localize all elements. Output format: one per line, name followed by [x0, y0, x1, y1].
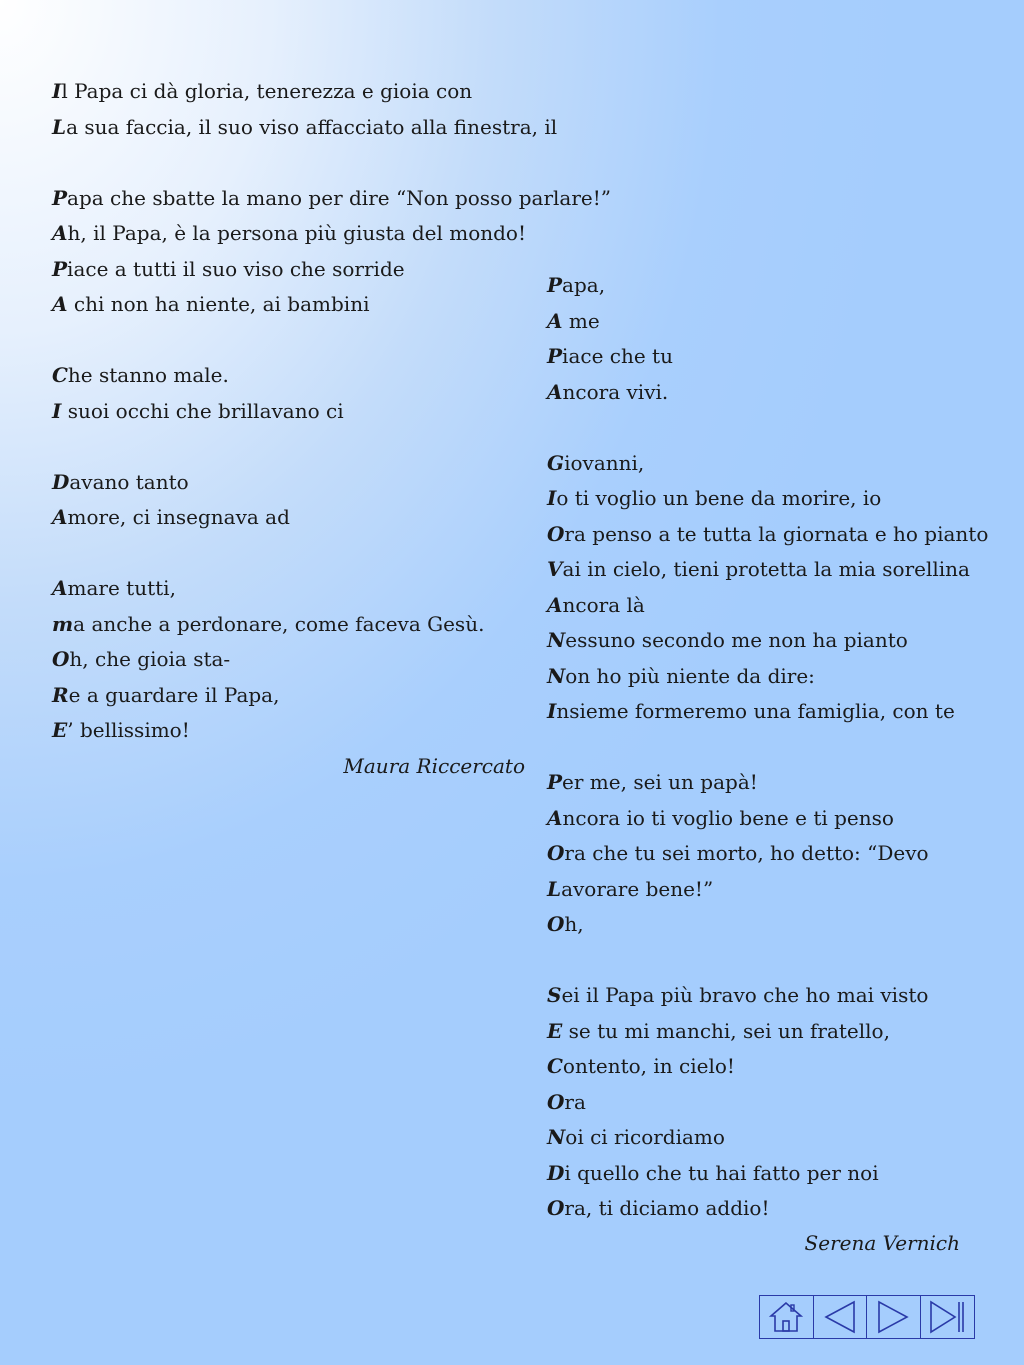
line-text: he stanno male. [67, 363, 229, 387]
line-text: h, [564, 912, 584, 936]
poem-line [547, 588, 977, 624]
stanza-gap [547, 410, 977, 446]
initial-letter: A [547, 805, 563, 830]
line-text: oi ci ricordiamo [565, 1125, 725, 1149]
poem-line [547, 659, 977, 695]
line-text: er me, sei un papà! [562, 770, 758, 794]
poem-line [547, 304, 977, 340]
initial-letter: A [52, 221, 68, 245]
initial-letter: G [547, 450, 565, 475]
line-text: ra che tu sei morto, ho detto: “Devo [564, 841, 929, 865]
poem-line [52, 181, 611, 217]
poem-line [547, 375, 977, 411]
line-text: suoi occhi che brillavano ci [61, 398, 344, 423]
initial-letter: L [547, 876, 562, 901]
line-text: iace a tutti il suo viso che sorride [67, 256, 405, 281]
initial-letter: A [547, 308, 563, 333]
line-text: iace che tu [562, 344, 673, 368]
stanza-gap [52, 429, 532, 465]
poem-line [52, 713, 532, 749]
initial-letter: A [52, 505, 68, 529]
initial-letter: D [52, 469, 70, 494]
navigation-bar [759, 1295, 975, 1339]
line-text: nsieme formeremo una famiglia, con te [556, 699, 955, 723]
poem-line [52, 252, 532, 288]
initial-letter: O [547, 841, 565, 865]
initial-letter: N [547, 628, 566, 652]
poem-line [52, 607, 532, 643]
line-text: ncora là [562, 592, 645, 617]
initial-letter: P [547, 344, 563, 368]
previous-button[interactable] [814, 1296, 868, 1338]
author-left: Maura Riccercato [343, 754, 525, 778]
initial-letter: D [547, 1160, 565, 1185]
initial-letter: I [52, 79, 62, 103]
stanza-gap [547, 730, 977, 766]
initial-letter: E [547, 1018, 563, 1043]
initial-letter: I [547, 486, 557, 510]
poem-line [547, 446, 977, 482]
line-text: me [562, 308, 600, 333]
poem-line [547, 694, 977, 730]
line-text: ncora io ti voglio bene e ti penso [562, 805, 894, 830]
initial-letter: O [547, 1196, 565, 1220]
poem-line [547, 1191, 977, 1227]
line-text: ei il Papa più bravo che ho mai visto [561, 983, 929, 1007]
poem-line [52, 358, 532, 394]
line-text: ai in cielo, tieni protetta la mia sorellina [562, 557, 970, 581]
line-text: ontento, in cielo! [562, 1054, 735, 1078]
poem-line [547, 978, 977, 1014]
initial-letter: P [547, 273, 563, 297]
initial-letter: O [547, 912, 565, 936]
poem-line [52, 465, 532, 501]
poem-line [547, 801, 977, 837]
line-text: on ho più niente da dire: [565, 663, 815, 688]
line-text: ra, ti diciamo addio! [564, 1196, 770, 1220]
stanza-gap [52, 536, 532, 572]
initial-letter: S [547, 983, 562, 1007]
poem-line [547, 765, 977, 801]
line-text: mare tutti, [67, 576, 176, 600]
line-text: a anche a perdonare, come faceva Gesù. [73, 611, 485, 636]
line-text: ’ bellissimo! [67, 718, 190, 742]
poem-line [547, 1085, 977, 1121]
poem-line [547, 552, 977, 588]
initial-letter: N [547, 1125, 566, 1149]
line-text: avorare bene!” [561, 876, 714, 901]
poem-line [52, 394, 532, 430]
author-right: Serena Vernich [804, 1231, 960, 1255]
poem-line [52, 74, 532, 110]
line-text: i quello che tu hai fatto per noi [564, 1160, 879, 1185]
initial-letter: O [547, 521, 565, 546]
home-icon [766, 1299, 806, 1335]
stanza-gap [52, 323, 532, 359]
initial-letter: A [547, 592, 563, 617]
line-text: apa, [562, 273, 606, 297]
poem-line [52, 500, 532, 536]
line-text: more, ci insegnava ad [67, 505, 290, 529]
line-text: a sua faccia, il suo viso affacciato alla finestra, il [66, 114, 558, 139]
home-button[interactable] [760, 1296, 814, 1338]
poem-line [547, 339, 977, 375]
poem-line [547, 1049, 977, 1085]
previous-icon [820, 1299, 860, 1335]
poem-line [547, 1120, 977, 1156]
line-text: chi non ha niente, ai bambini [67, 292, 370, 316]
initial-letter: C [52, 363, 68, 387]
initial-letter: L [52, 114, 67, 139]
line-text: iovanni, [564, 450, 645, 475]
poem-line [52, 216, 532, 252]
line-text: ra [564, 1089, 586, 1114]
stanza-gap [52, 145, 532, 181]
poem-line [547, 481, 977, 517]
initial-letter: I [547, 699, 557, 723]
poem-right [547, 268, 989, 1227]
stanza-gap [547, 943, 977, 979]
line-text: essuno secondo me non ha pianto [565, 628, 908, 652]
initial-letter: P [52, 256, 68, 281]
initial-letter: E [52, 718, 68, 742]
poem-line [52, 642, 532, 678]
initial-letter: O [52, 647, 70, 671]
poem-line [547, 1156, 977, 1192]
initial-letter: P [52, 185, 68, 210]
poem-line [52, 571, 532, 607]
line-text: se tu mi manchi, sei un fratello, [562, 1018, 890, 1043]
poem-line [547, 623, 977, 659]
last-button[interactable] [921, 1296, 975, 1338]
initial-letter: V [547, 557, 563, 581]
initial-letter: R [52, 682, 69, 707]
next-icon [873, 1299, 913, 1335]
poem-line [547, 268, 977, 304]
poem-line [52, 678, 532, 714]
initial-letter: A [52, 576, 68, 600]
initial-letter: A [547, 379, 563, 404]
initial-letter: m [52, 611, 74, 636]
line-text: avano tanto [69, 469, 189, 494]
line-text: o ti voglio un bene da morire, io [556, 486, 882, 510]
next-button[interactable] [867, 1296, 921, 1338]
initial-letter: O [547, 1089, 565, 1114]
poem-line [547, 836, 977, 872]
poem-line [547, 872, 977, 908]
line-text: ncora vivi. [562, 379, 669, 404]
initial-letter: A [52, 292, 68, 316]
initial-letter: C [547, 1054, 563, 1078]
line-text: e a guardare il Papa, [68, 682, 280, 707]
last-icon [927, 1299, 967, 1335]
initial-letter: N [547, 663, 566, 688]
line-text: h, il Papa, è la persona più giusta del mondo! [67, 221, 526, 245]
line-text: h, che gioia sta- [69, 647, 231, 671]
line-text: ra penso a te tutta la giornata e ho pianto [564, 521, 989, 546]
poem-line [547, 1014, 977, 1050]
initial-letter: I [52, 398, 62, 423]
poem-line [52, 110, 558, 146]
line-text: apa che sbatte la mano per dire “Non posso parlare!” [67, 185, 611, 210]
poem-line [52, 287, 532, 323]
initial-letter: P [547, 770, 563, 794]
poem-line [547, 517, 989, 553]
line-text: l Papa ci dà gloria, tenerezza e gioia con [61, 79, 473, 103]
poem-line [547, 907, 977, 943]
